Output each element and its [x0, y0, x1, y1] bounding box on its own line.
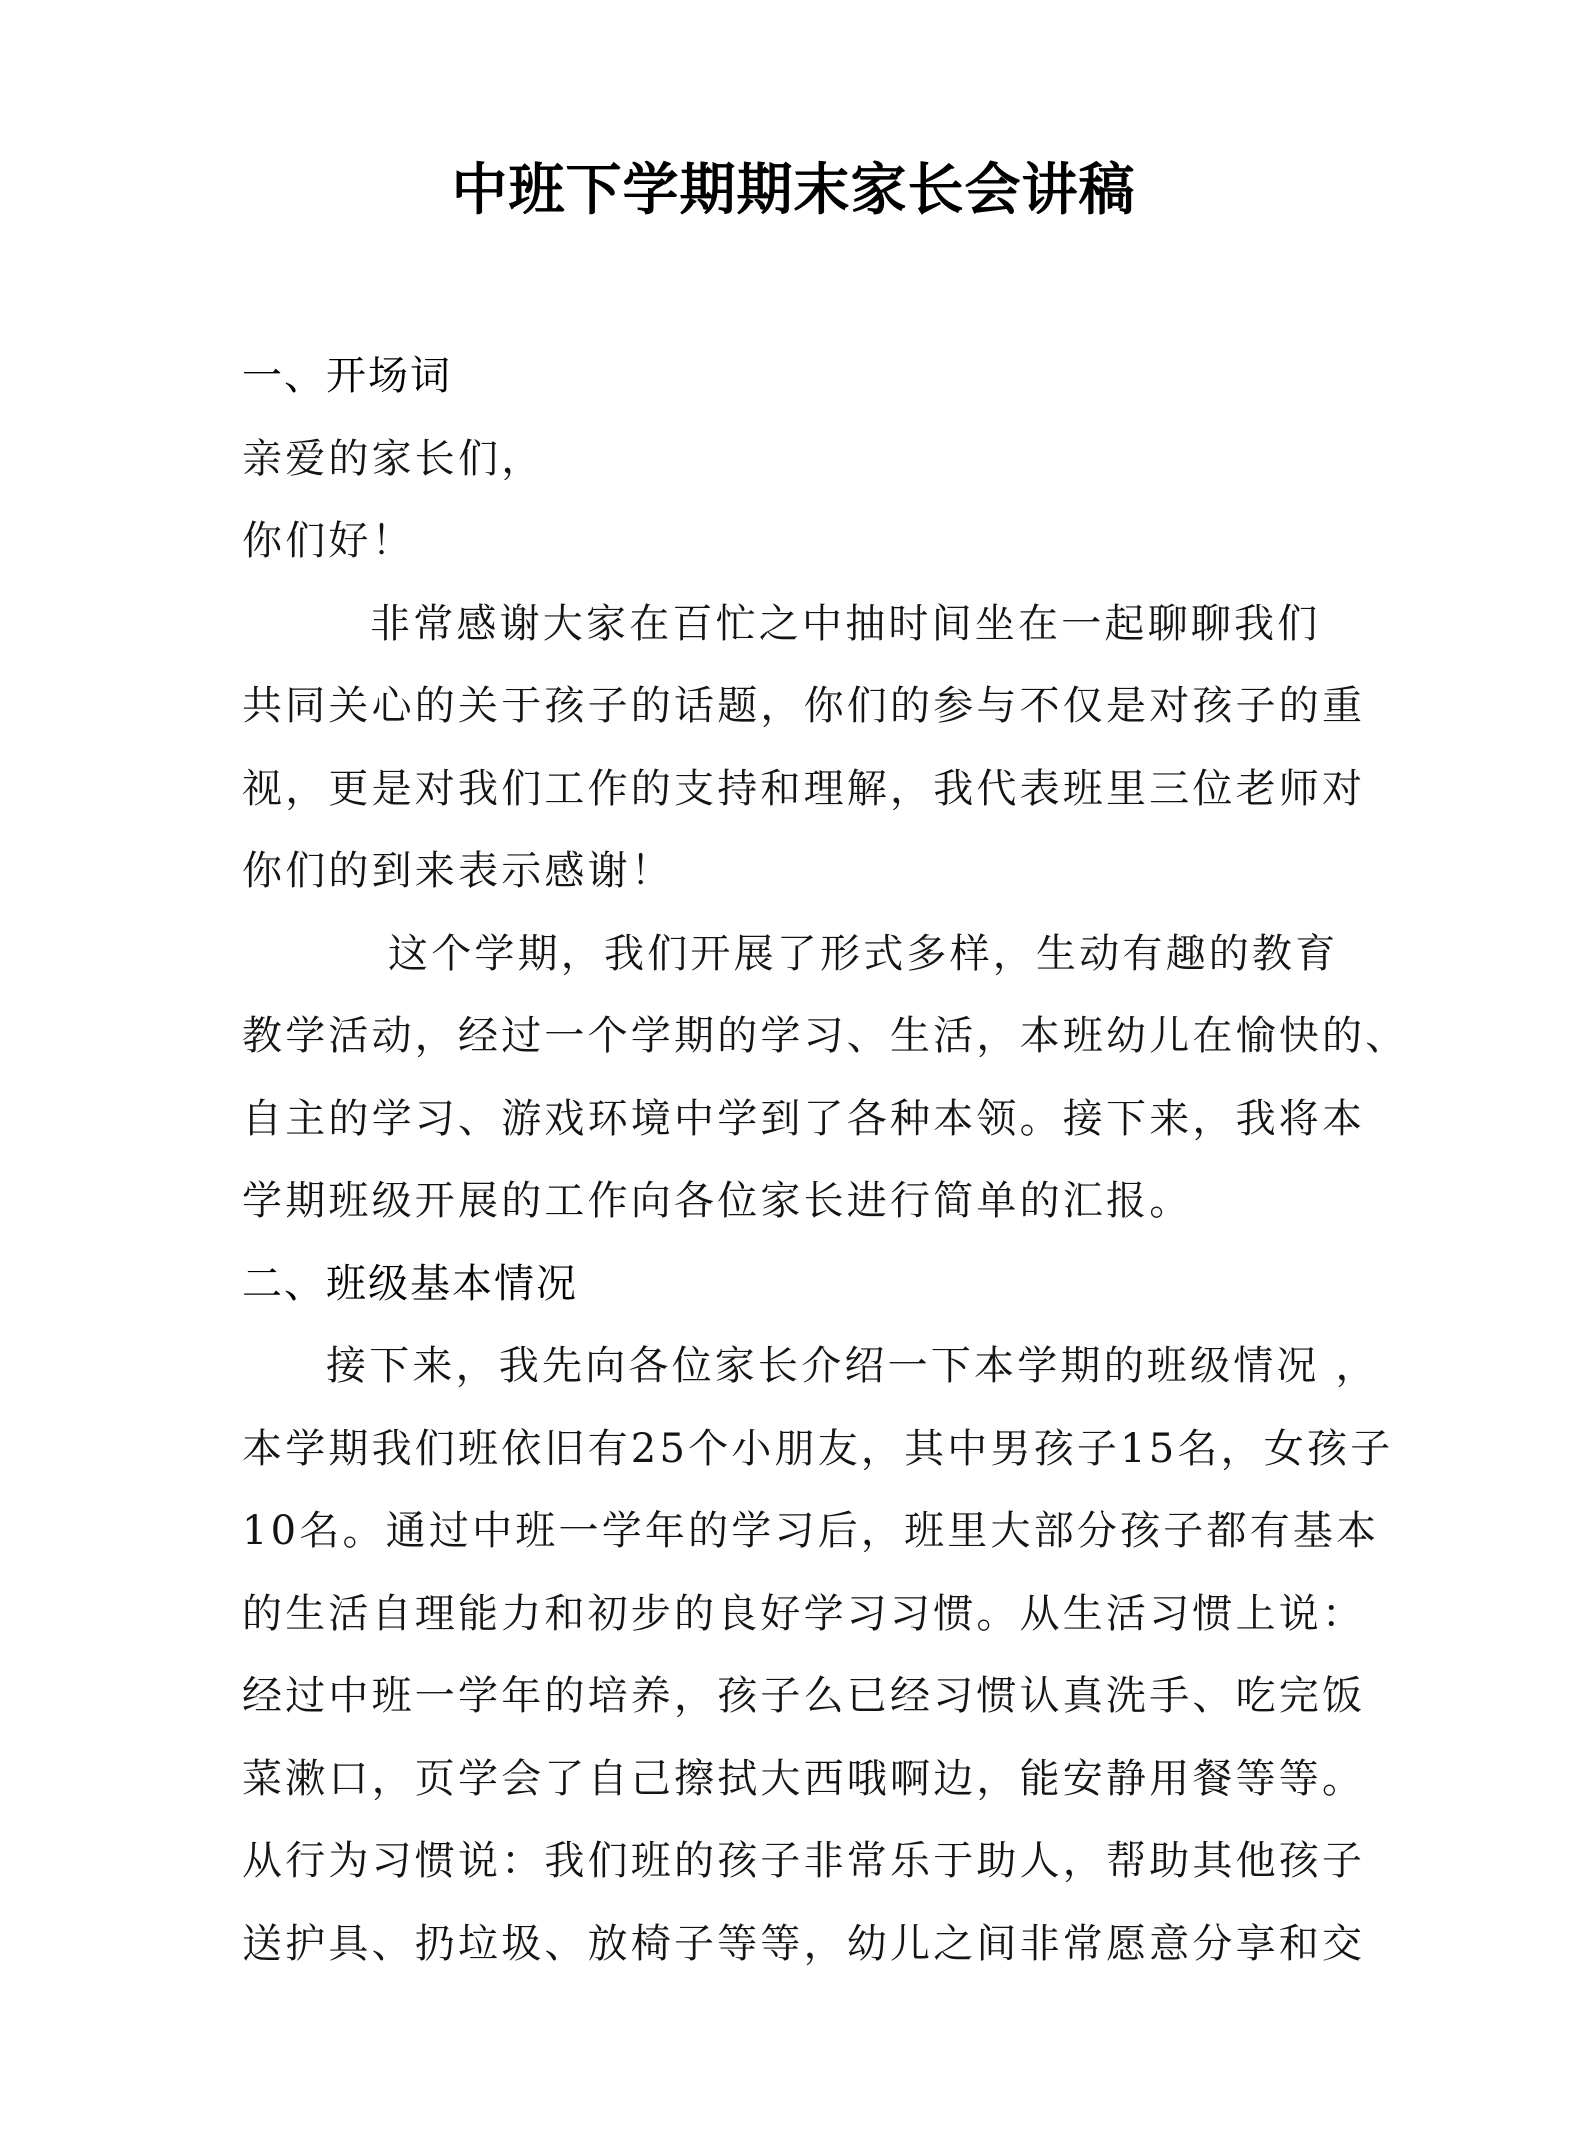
paragraph-line: 共同关心的关于孩子的话题，你们的参与不仅是对孩子的重	[242, 683, 1366, 729]
paragraph-line: 教学活动，经过一个学期的学习、生活，本班幼儿在愉快的、	[242, 1013, 1409, 1059]
paragraph-line: 本学期我们班依旧有25个小朋友，其中男孩子15名，女孩子	[242, 1425, 1394, 1472]
section-heading-class-overview: 二、班级基本情况	[242, 1260, 578, 1307]
paragraph-line: 送护具、扔垃圾、放椅子等等，幼儿之间非常愿意分享和交	[242, 1920, 1366, 1967]
paragraph-line: 自主的学习、游戏环境中学到了各种本领。接下来，我将本	[242, 1095, 1366, 1142]
document-title: 中班下学期期末家长会讲稿	[451, 157, 1136, 223]
paragraph-line: 视，更是对我们工作的支持和理解，我代表班里三位老师对	[242, 765, 1366, 812]
paragraph-line: 的生活自理能力和初步的良好学习习惯。从生活习惯上说：	[242, 1590, 1366, 1637]
section-heading-opening: 一、开场词	[242, 353, 452, 399]
document-body	[242, 345, 1409, 1995]
paragraph-line: 你们好！	[242, 518, 415, 564]
paragraph-line: 学期班级开展的工作向各位家长进行简单的汇报。	[242, 1178, 1193, 1224]
paragraph-line: 非常感谢大家在百忙之中抽时间坐在一起聊聊我们	[370, 600, 1321, 647]
paragraph-line: 10名。通过中班一学年的学习后，班里大部分孩子都有基本	[242, 1508, 1380, 1554]
paragraph-line: 你们的到来表示感谢！	[242, 848, 674, 894]
paragraph-line: 经过中班一学年的培养，孩子么已经习惯认真洗手、吃完饭	[242, 1673, 1366, 1719]
paragraph-line: 这个学期，我们开展了形式多样，生动有趣的教育	[388, 930, 1339, 977]
paragraph-line: 亲爱的家长们，	[242, 435, 545, 482]
paragraph-line: 从行为习惯说：我们班的孩子非常乐于助人，帮助其他孩子	[242, 1838, 1366, 1884]
paragraph-line: 菜漱口，页学会了自己擦拭大西哦啊边，能安静用餐等等。	[242, 1755, 1366, 1802]
paragraph-line: 接下来，我先向各位家长介绍一下本学期的班级情况 ，	[326, 1343, 1379, 1389]
